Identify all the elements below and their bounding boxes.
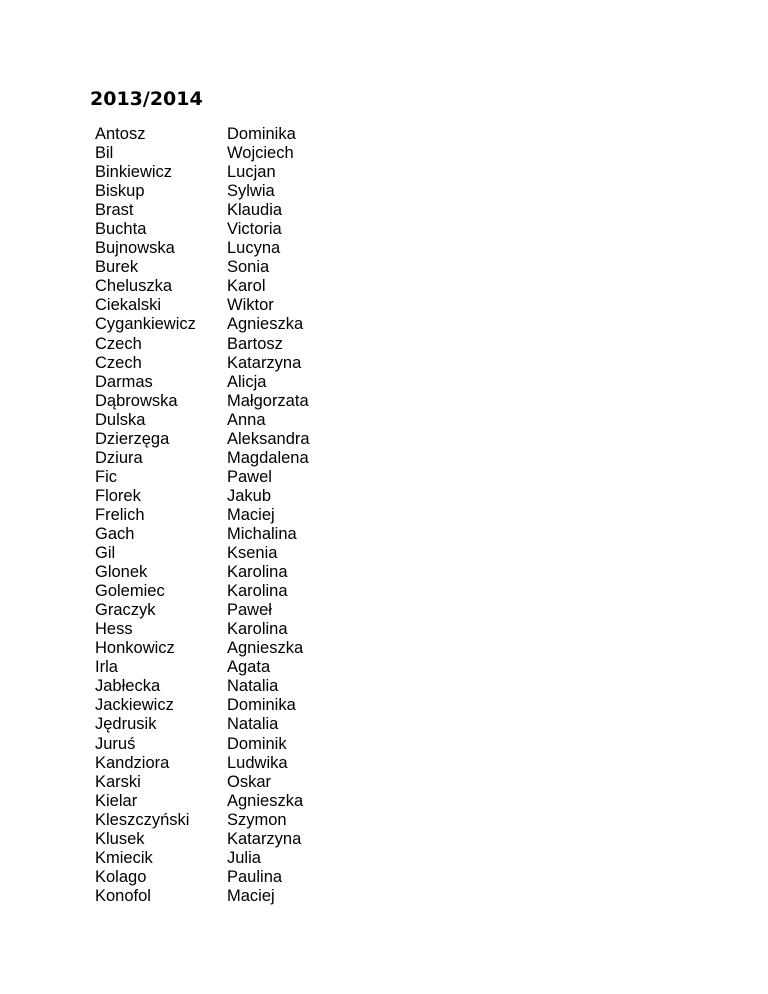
name-row bbox=[95, 258, 387, 277]
surname-cell: Dziura bbox=[95, 448, 143, 467]
surname-cell: Graczyk bbox=[95, 601, 156, 620]
surname-cell: Czech bbox=[95, 334, 142, 353]
firstname-cell: Ksenia bbox=[227, 544, 278, 563]
surname-cell: Bil bbox=[95, 144, 114, 163]
firstname-cell: Sylwia bbox=[227, 182, 275, 201]
surname-cell: Cheluszka bbox=[95, 277, 173, 296]
surname-cell: Gach bbox=[95, 524, 135, 543]
surname-cell: Kielar bbox=[95, 791, 138, 810]
surname-cell: Kleszczyński bbox=[95, 810, 190, 829]
firstname-cell: Agnieszka bbox=[227, 315, 304, 334]
surname-cell: Cygankiewicz bbox=[95, 315, 196, 334]
surname-cell: Honkowicz bbox=[95, 639, 175, 658]
firstname-cell: Karolina bbox=[227, 563, 288, 582]
surname-cell: Jackiewicz bbox=[95, 696, 174, 715]
surname-cell: Glonek bbox=[95, 563, 148, 582]
firstname-cell: Natalia bbox=[227, 677, 279, 696]
surname-cell: Fic bbox=[95, 467, 117, 486]
surname-cell: Kandziora bbox=[95, 753, 170, 772]
name-row bbox=[95, 487, 387, 506]
firstname-cell: Katarzyna bbox=[227, 829, 302, 848]
surname-cell: Antosz bbox=[95, 125, 146, 143]
firstname-cell: Wiktor bbox=[227, 296, 274, 315]
name-row bbox=[95, 735, 387, 754]
name-row bbox=[95, 868, 387, 887]
name-row bbox=[95, 468, 387, 487]
surname-cell: Kmiecik bbox=[95, 848, 153, 867]
firstname-cell: Oskar bbox=[227, 772, 272, 791]
name-row bbox=[95, 277, 387, 296]
firstname-cell: Lucjan bbox=[227, 163, 276, 182]
firstname-cell: Agata bbox=[227, 658, 271, 677]
surname-cell: Kolago bbox=[95, 867, 147, 886]
name-row bbox=[95, 525, 387, 544]
name-list bbox=[95, 125, 387, 906]
surname-cell: Jabłecka bbox=[95, 677, 161, 696]
name-row bbox=[95, 792, 387, 811]
surname-cell: Darmas bbox=[95, 372, 153, 391]
firstname-cell: Victoria bbox=[227, 220, 282, 239]
surname-cell: Florek bbox=[95, 486, 141, 505]
firstname-cell: Paweł bbox=[227, 601, 272, 620]
name-row bbox=[95, 811, 387, 830]
surname-cell: Czech bbox=[95, 353, 142, 372]
name-row bbox=[95, 715, 387, 734]
name-row bbox=[95, 830, 387, 849]
name-row bbox=[95, 239, 387, 258]
name-row bbox=[95, 296, 387, 315]
surname-cell: Ciekalski bbox=[95, 296, 162, 315]
surname-cell: Brast bbox=[95, 201, 134, 220]
firstname-cell: Karolina bbox=[227, 620, 288, 639]
name-row bbox=[95, 563, 387, 582]
surname-cell: Dzierzęga bbox=[95, 429, 170, 448]
firstname-cell: Klaudia bbox=[227, 201, 283, 220]
name-row bbox=[95, 354, 387, 373]
page-heading: 2013/2014 bbox=[90, 88, 203, 110]
surname-cell: Dąbrowska bbox=[95, 391, 178, 410]
firstname-cell: Maciej bbox=[227, 505, 275, 524]
name-row bbox=[95, 887, 387, 906]
firstname-cell: Katarzyna bbox=[227, 353, 302, 372]
surname-cell: Burek bbox=[95, 258, 139, 277]
surname-cell: Golemiec bbox=[95, 582, 165, 601]
surname-cell: Gil bbox=[95, 544, 116, 563]
firstname-cell: Pawel bbox=[227, 467, 272, 486]
name-row bbox=[95, 449, 387, 468]
firstname-cell: Małgorzata bbox=[227, 391, 309, 410]
firstname-cell: Julia bbox=[227, 848, 261, 867]
surname-cell: Klusek bbox=[95, 829, 145, 848]
firstname-cell: Dominik bbox=[227, 734, 287, 753]
name-row bbox=[95, 754, 387, 773]
name-row bbox=[95, 773, 387, 792]
name-row bbox=[95, 601, 387, 620]
surname-cell: Hess bbox=[95, 620, 133, 639]
name-row bbox=[95, 430, 387, 449]
surname-cell: Buchta bbox=[95, 220, 147, 239]
firstname-cell: Bartosz bbox=[227, 334, 283, 353]
name-row bbox=[95, 658, 387, 677]
firstname-cell: Sonia bbox=[227, 258, 270, 277]
name-row bbox=[95, 335, 387, 354]
surname-cell: Karski bbox=[95, 772, 141, 791]
surname-cell: Dulska bbox=[95, 410, 146, 429]
firstname-cell: Lucyna bbox=[227, 239, 281, 258]
firstname-cell: Jakub bbox=[227, 486, 272, 505]
firstname-cell: Agnieszka bbox=[227, 791, 304, 810]
name-row bbox=[95, 411, 387, 430]
name-row bbox=[95, 125, 387, 144]
surname-cell: Irla bbox=[95, 658, 118, 677]
name-row bbox=[95, 392, 387, 411]
name-row bbox=[95, 639, 387, 658]
name-row bbox=[95, 506, 387, 525]
name-row bbox=[95, 201, 387, 220]
surname-cell: Konofol bbox=[95, 886, 151, 905]
name-row bbox=[95, 677, 387, 696]
name-row bbox=[95, 144, 387, 163]
firstname-cell: Dominika bbox=[227, 125, 296, 143]
firstname-cell: Szymon bbox=[227, 810, 287, 829]
firstname-cell: Aleksandra bbox=[227, 429, 310, 448]
name-row bbox=[95, 373, 387, 392]
firstname-cell: Wojciech bbox=[227, 144, 294, 163]
firstname-cell: Alicja bbox=[227, 372, 267, 391]
firstname-cell: Agnieszka bbox=[227, 639, 304, 658]
name-row bbox=[95, 849, 387, 868]
firstname-cell: Paulina bbox=[227, 867, 283, 886]
name-row bbox=[95, 315, 387, 334]
firstname-cell: Michalina bbox=[227, 524, 297, 543]
name-row bbox=[95, 163, 387, 182]
firstname-cell: Natalia bbox=[227, 715, 279, 734]
firstname-cell: Anna bbox=[227, 410, 266, 429]
surname-cell: Biskup bbox=[95, 182, 145, 201]
firstname-cell: Ludwika bbox=[227, 753, 288, 772]
firstname-cell: Karolina bbox=[227, 582, 288, 601]
firstname-cell: Maciej bbox=[227, 886, 275, 905]
name-row bbox=[95, 182, 387, 201]
name-row bbox=[95, 544, 387, 563]
firstname-cell: Magdalena bbox=[227, 448, 309, 467]
name-row bbox=[95, 620, 387, 639]
firstname-cell: Dominika bbox=[227, 696, 296, 715]
surname-cell: Binkiewicz bbox=[95, 163, 173, 182]
name-row bbox=[95, 220, 387, 239]
surname-cell: Juruś bbox=[95, 734, 136, 753]
surname-cell: Bujnowska bbox=[95, 239, 175, 258]
surname-cell: Jędrusik bbox=[95, 715, 157, 734]
name-row bbox=[95, 696, 387, 715]
name-row bbox=[95, 582, 387, 601]
firstname-cell: Karol bbox=[227, 277, 266, 296]
surname-cell: Frelich bbox=[95, 505, 145, 524]
